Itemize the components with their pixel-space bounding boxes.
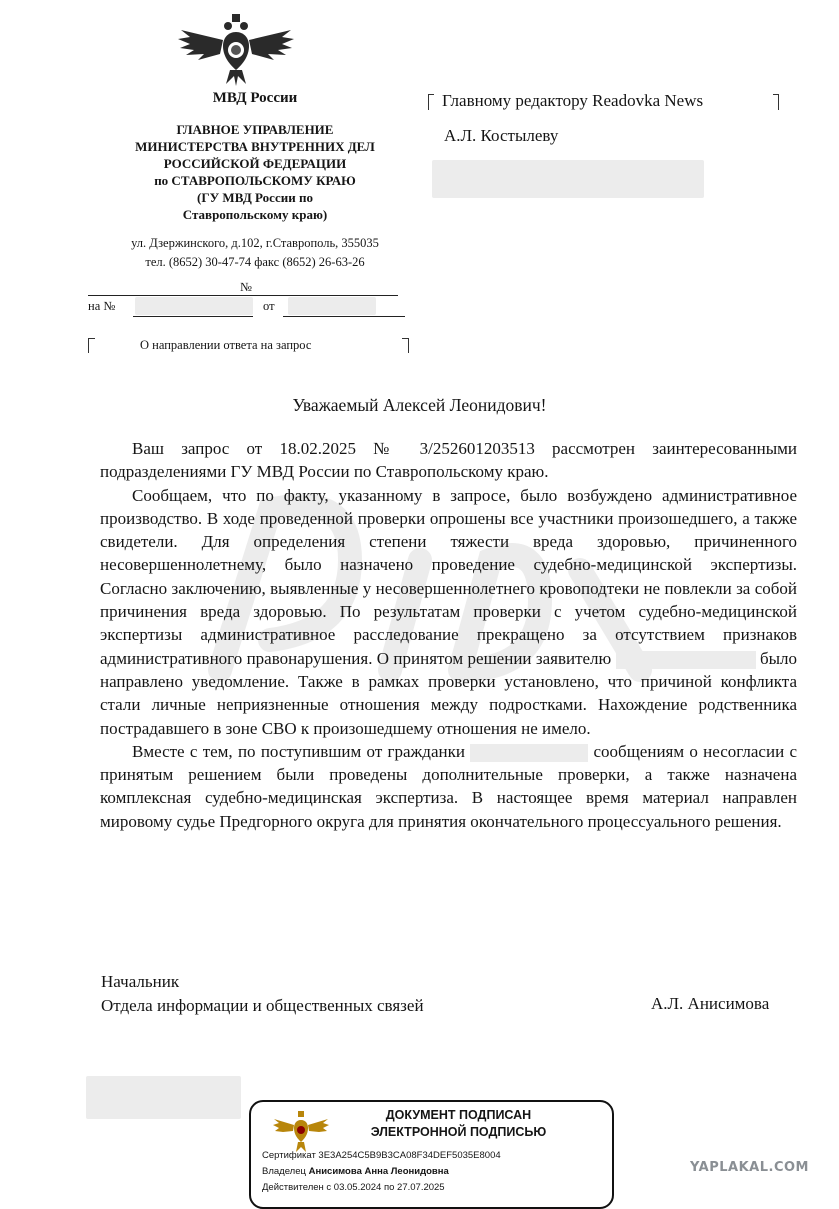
reply-to-number-label: на №	[88, 299, 116, 313]
department-line: ГЛАВНОЕ УПРАВЛЕНИЕ	[176, 122, 334, 137]
redacted-field	[288, 297, 376, 315]
owner-name: Анисимова Анна Леонидовна	[308, 1166, 449, 1177]
paragraph-text: было направлено уведомление. Также в рамках проверки установлено, что причиной конфликта стали личные неприязненные отношения между подростками. Нахождение родственника пострадавшего в зоне СВО к произошедшему отношения не имело.	[100, 648, 798, 738]
corner-bracket	[88, 338, 95, 353]
certificate-validity: Действителен с 03.05.2024 по 27.07.2025	[262, 1182, 445, 1193]
department-line: Ставропольскому краю)	[182, 207, 328, 222]
signatory-position: Начальник	[101, 972, 180, 991]
ministry-name: МВД России	[212, 90, 298, 106]
addressee-name: А.Л. Костылеву	[444, 126, 559, 145]
department-line: МИНИСТЕРСТВА ВНУТРЕННИХ ДЕЛ	[135, 139, 375, 154]
redacted-address	[432, 160, 704, 198]
date-line	[283, 316, 405, 317]
redacted-name	[470, 744, 588, 762]
stamp-header: ДОКУМЕНТ ПОДПИСАН	[385, 1108, 532, 1122]
mvd-emblem-icon	[176, 10, 296, 90]
number-line	[133, 316, 253, 317]
subject-line	[88, 334, 413, 356]
redacted-name	[616, 651, 756, 669]
department-line: РОССИЙСКОЙ ФЕДЕРАЦИИ	[163, 156, 347, 171]
paragraph-text: сообщениям о несогласии с принятым решением были проведены дополнительные проверки, а также назначена комплексная судебно-медицинская экспертиза. В настоящее время материал направлен мировому судье Предгорного округа для принятия окончательного процессуального решения.	[100, 741, 797, 831]
stamp-header: ЭЛЕКТРОННОЙ ПОДПИСЬЮ	[370, 1125, 547, 1139]
department-name	[90, 121, 420, 223]
registration-fields	[88, 280, 408, 320]
paragraph-text: Вместе с тем, по поступившим от гражданки	[132, 741, 465, 761]
signatory-title	[101, 970, 424, 1018]
registration-line	[88, 295, 398, 296]
redacted-field	[135, 297, 253, 315]
subject-text: О направлении ответа на запрос	[140, 338, 312, 352]
addressee-position: Главному редактору Readovka News	[442, 91, 704, 110]
paragraph-text: Сообщаем, что по факту, указанному в запросе, было возбуждено административное производство. В ходе проведенной проверки опрошены все участники произошедшего, а также свидетели. Для определения степени тяжести вреда здоровью, причиненного несовершеннолетнему, было назначено проведение судебно-медицинской экспертизы. Согласно заключению, выявленные у несовершеннолетнего кровоподтеки не повлекли за собой причинения вреда здоровью. По результатам проверки с учетом судебно-медицинской экспертизы административное расследование прекращено за отсутствием признаков административного правонарушения. О принятом решении заявителю	[100, 485, 797, 668]
address-block	[90, 234, 420, 272]
greeting: Уважаемый Алексей Леонидович!	[292, 395, 547, 415]
paragraph: Ваш запрос от 18.02.2025 № 3/252601203513 рассмотрен заинтересованными подразделениями ГУ МВД России по Ставропольскому краю.	[100, 439, 797, 482]
signatory-department: Отдела информации и общественных связей	[101, 996, 424, 1015]
mvd-emblem-icon	[271, 1108, 331, 1156]
department-line: (ГУ МВД России по	[197, 190, 313, 205]
owner-label: Владелец	[262, 1166, 306, 1177]
certificate-owner	[262, 1166, 449, 1177]
phones: тел. (8652) 30-47-74 факс (8652) 26-63-26	[145, 255, 365, 269]
paragraph	[100, 740, 797, 833]
signatory-name: А.Л. Анисимова	[651, 994, 770, 1013]
corner-bracket	[402, 338, 409, 353]
department-line: по СТАВРОПОЛЬСКОМУ КРАЮ	[154, 173, 356, 188]
certificate-number: Сертификат 3E3A254C5B9B3CA08F34DEF5035E8004	[262, 1150, 501, 1161]
corner-bracket	[428, 94, 434, 110]
address: ул. Дзержинского, д.102, г.Ставрополь, 355035	[131, 236, 379, 250]
site-watermark: YAPLAKAL.COM	[690, 1160, 809, 1175]
date-label: от	[263, 299, 275, 313]
number-sign: №	[240, 280, 252, 294]
letter-body	[100, 437, 797, 833]
corner-bracket	[773, 94, 779, 110]
paragraph	[100, 484, 797, 740]
addressee-block	[428, 90, 788, 145]
digital-signature-stamp	[249, 1100, 614, 1209]
redacted-block	[86, 1076, 241, 1119]
